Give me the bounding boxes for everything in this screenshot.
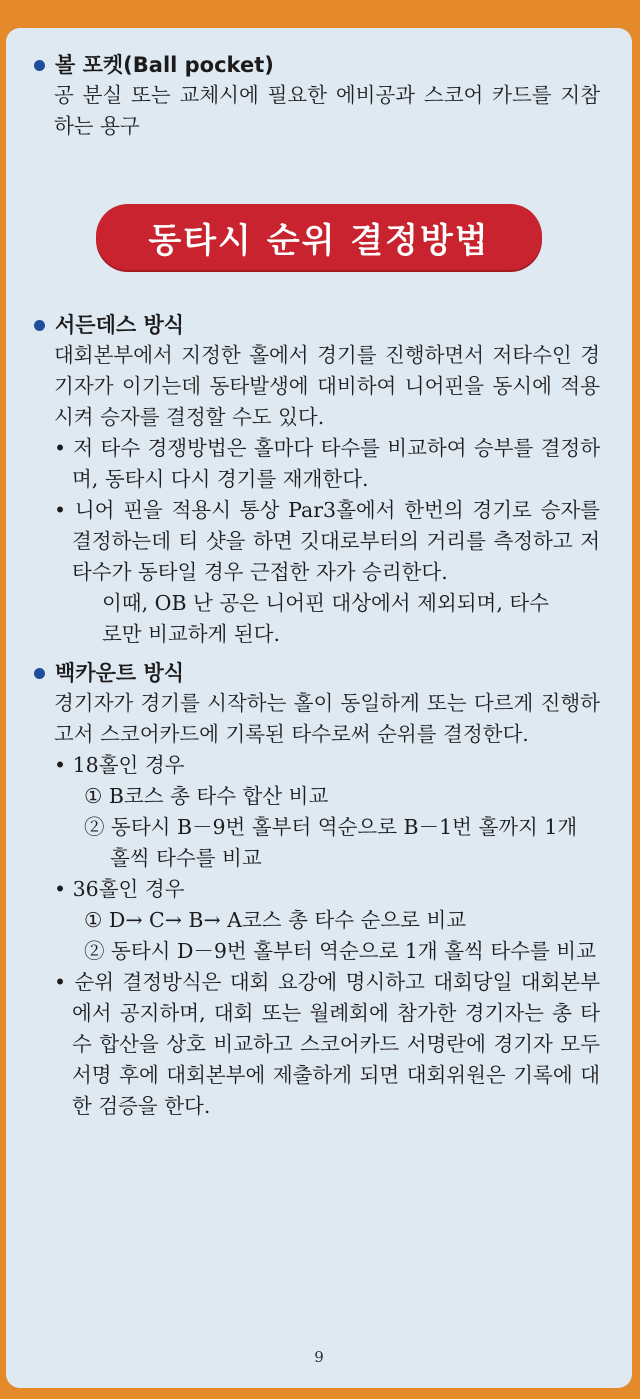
countback-description: 경기자가 경기를 시작하는 홀이 동일하게 또는 다르게 진행하고서 스코어카드에 기록된 타수로써 순위를 결정한다. — [54, 691, 600, 746]
book-page — [6, 28, 632, 1388]
banner-wrap — [32, 204, 606, 270]
case-18-item: ② 동타시 B－9번 홀부터 역순으로 B－1번 홀까지 1개 홀씩 타수를 비교 — [84, 815, 578, 870]
case-18-item: ① B코스 총 타수 합산 비교 — [84, 784, 329, 808]
case-36-label: • 36홀인 경우 — [54, 877, 185, 901]
bullet-icon — [34, 320, 45, 331]
page-number: 9 — [314, 1348, 324, 1366]
sudden-death-note — [102, 588, 600, 650]
section-banner: 동타시 순위 결정방법 — [96, 204, 542, 270]
sudden-death-description: 대회본부에서 지정한 홀에서 경기를 진행하면서 저타수인 경기자가 이기는데 동타발생에 대비하여 니어핀을 동시에 적용시켜 승자를 결정할 수도 있다. — [54, 343, 600, 429]
note-line: 이때, OB 난 공은 니어핀 대상에서 제외되며, 타수 — [102, 591, 549, 615]
sudden-death-heading — [32, 310, 606, 340]
countback-heading — [32, 658, 606, 688]
case-36-item: ② 동타시 D－9번 홀부터 역순으로 1개 홀씩 타수를 비교 — [84, 939, 596, 963]
sudden-death-title: 서든데스 방식 — [55, 313, 185, 337]
countback-title: 백카운트 방식 — [55, 661, 185, 685]
sudden-death-item: • 니어 핀을 적용시 통상 Par3홀에서 한번의 경기로 승자를 결정하는데 티 샷을 하면 깃대로부터의 거리를 측정하고 저타수가 동타일 경우 근접한 자가 승리한다. — [54, 498, 600, 584]
note-line: 로만 비교하게 된다. — [102, 622, 280, 646]
ranking-final-note: • 순위 결정방식은 대회 요강에 명시하고 대회당일 대회본부에서 공지하며, 대회 또는 월례회에 참가한 경기자는 총 타수 합산을 상호 비교하고 스코어카드 서명란에 경기자 모두 서명 후에 대회본부에 제출하게 되면 대회위원은 기록에 대한 검증을 한다. — [54, 970, 600, 1118]
ball-pocket-heading — [32, 50, 606, 80]
sudden-death-item: • 저 타수 경쟁방법은 홀마다 타수를 비교하여 승부를 결정하며, 동타시 다시 경기를 재개한다. — [54, 436, 600, 491]
bullet-icon — [34, 60, 45, 71]
ball-pocket-description: 공 분실 또는 교체시에 필요한 에비공과 스코어 카드를 지참하는 용구 — [54, 83, 600, 138]
bullet-icon — [34, 668, 45, 679]
case-36-item: ① D→ C→ B→ A코스 총 타수 순으로 비교 — [84, 908, 467, 932]
case-18-label: • 18홀인 경우 — [54, 753, 185, 777]
ball-pocket-title: 볼 포켓(Ball pocket) — [55, 53, 274, 77]
